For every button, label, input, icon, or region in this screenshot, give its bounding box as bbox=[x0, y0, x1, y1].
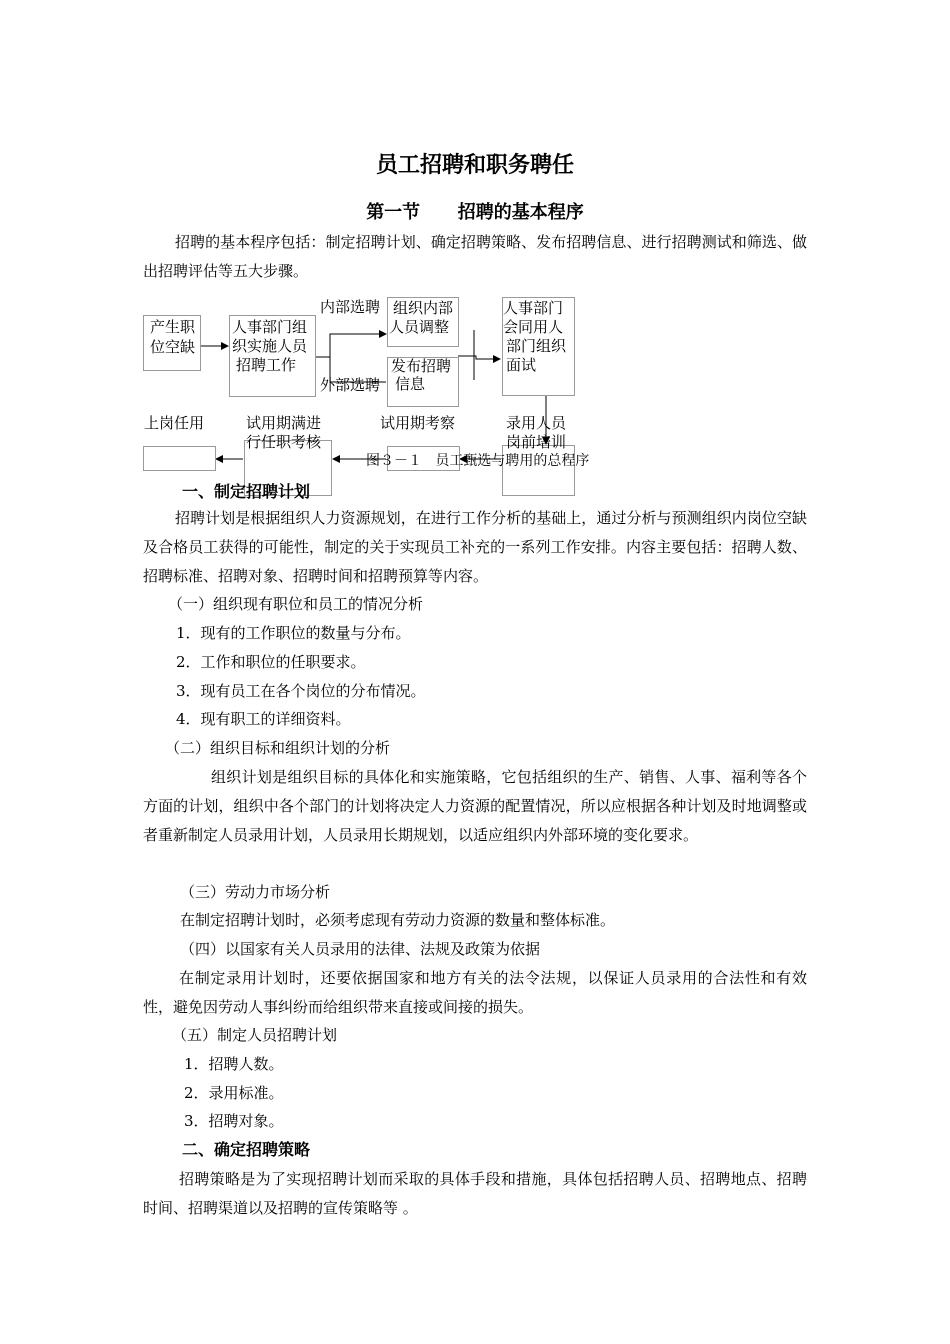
node-onboard-box bbox=[143, 446, 216, 471]
heading-make-plan: 一、制定招聘计划 bbox=[182, 482, 311, 501]
section-heading: 第一节 招聘的基本程序 bbox=[366, 202, 584, 223]
node-interview-line2: 会同用人 bbox=[503, 318, 564, 336]
node-interview-line4: 面试 bbox=[506, 356, 537, 374]
paragraph-strategy: 招聘策略是为了实现招聘计划而采取的具体手段和措施，具体包括招聘人员、招聘地点、招聘时间、招聘渠道以及招聘的宣传策略等 。 bbox=[143, 1170, 807, 1217]
label-external: 外部选聘 bbox=[320, 376, 381, 394]
node-probation-review-line1: 试用期满进 bbox=[246, 414, 322, 432]
node-internal-adjust-line1: 组织内部 bbox=[393, 299, 454, 317]
node-probation-review-line2: 行任职考核 bbox=[246, 433, 322, 451]
subheading-5: （五）制定人员招聘计划 bbox=[172, 1026, 338, 1044]
subheading-2: （二）组织目标和组织计划的分析 bbox=[165, 739, 391, 757]
node-interview-line1: 人事部门 bbox=[503, 299, 564, 317]
node-hr-org-line3: 招聘工作 bbox=[236, 356, 297, 374]
node-hr-org-line1: 人事部门组 bbox=[232, 318, 308, 336]
label-internal: 内部选聘 bbox=[320, 298, 381, 316]
paragraph-org-plan: 组织计划是组织目标的具体化和实施策略，它包括组织的生产、销售、人事、福利等各个方面的计划，组织中各个部门的计划将决定人力资源的配置情况，所以应根据各种计划及时地调整或者重新制定人员录用计划，人员录用长期规划，以适应组织内外部环境的变化要求。 bbox=[143, 768, 807, 844]
node-internal-adjust-line2: 人员调整 bbox=[389, 318, 450, 336]
subheading-3: （三）劳动力市场分析 bbox=[180, 883, 331, 901]
paragraph-labor-market: 在制定招聘计划时，必须考虑现有劳动力资源的数量和整体标准。 bbox=[180, 911, 616, 929]
figure-caption: 图３－１ 员工甄选与聘用的总程序 bbox=[366, 453, 590, 469]
node-training-line2: 岗前培训 bbox=[506, 433, 567, 451]
subheading-1: （一）组织现有职位和员工的情况分析 bbox=[168, 595, 424, 613]
list-item: 2．工作和职位的任职要求。 bbox=[176, 653, 366, 671]
node-hr-org-line2: 织实施人员 bbox=[232, 337, 308, 355]
intro-paragraph: 招聘的基本程序包括：制定招聘计划、确定招聘策略、发布招聘信息、进行招聘测试和筛选、做出招聘评估等五大步骤。 bbox=[143, 233, 807, 280]
paragraph-plan: 招聘计划是根据组织人力资源规划，在进行工作分析的基础上，通过分析与预测组织内岗位空缺及合格员工获得的可能性，制定的关于实现员工补充的一系列工作安排。内容主要包括：招聘人数、招聘标准、招聘对象、招聘时间和招聘预算等内容。 bbox=[143, 509, 807, 585]
node-publish-line1: 发布招聘 bbox=[391, 357, 452, 375]
list-item: 3．招聘对象。 bbox=[184, 1112, 284, 1130]
node-vacancy-line1: 产生职 bbox=[150, 318, 196, 336]
list-item: 2．录用标准。 bbox=[184, 1084, 284, 1102]
list-item: 1．现有的工作职位的数量与分布。 bbox=[176, 624, 411, 642]
heading-strategy: 二、确定招聘策略 bbox=[182, 1140, 311, 1159]
paragraph-legal: 在制定录用计划时，还要依据国家和地方有关的法令法规，以保证人员录用的合法性和有效性，避免因劳动人事纠纷而给组织带来直接或间接的损失。 bbox=[143, 969, 807, 1016]
node-publish-line2: 信息 bbox=[395, 375, 426, 393]
flowchart-connectors bbox=[0, 0, 950, 520]
node-training-line1: 录用人员 bbox=[506, 414, 567, 432]
list-item: 1．招聘人数。 bbox=[184, 1055, 284, 1073]
list-item: 4．现有职工的详细资料。 bbox=[176, 710, 351, 728]
subheading-4: （四）以国家有关人员录用的法律、法规及政策为依据 bbox=[180, 940, 541, 958]
node-vacancy-line2: 位空缺 bbox=[150, 338, 196, 356]
node-probation-label: 试用期考察 bbox=[380, 414, 456, 432]
list-item: 3．现有员工在各个岗位的分布情况。 bbox=[176, 682, 426, 700]
node-interview-line3: 部门组织 bbox=[506, 337, 567, 355]
node-onboard-label: 上岗任用 bbox=[144, 414, 205, 432]
page-title: 员工招聘和职务聘任 bbox=[375, 153, 574, 178]
